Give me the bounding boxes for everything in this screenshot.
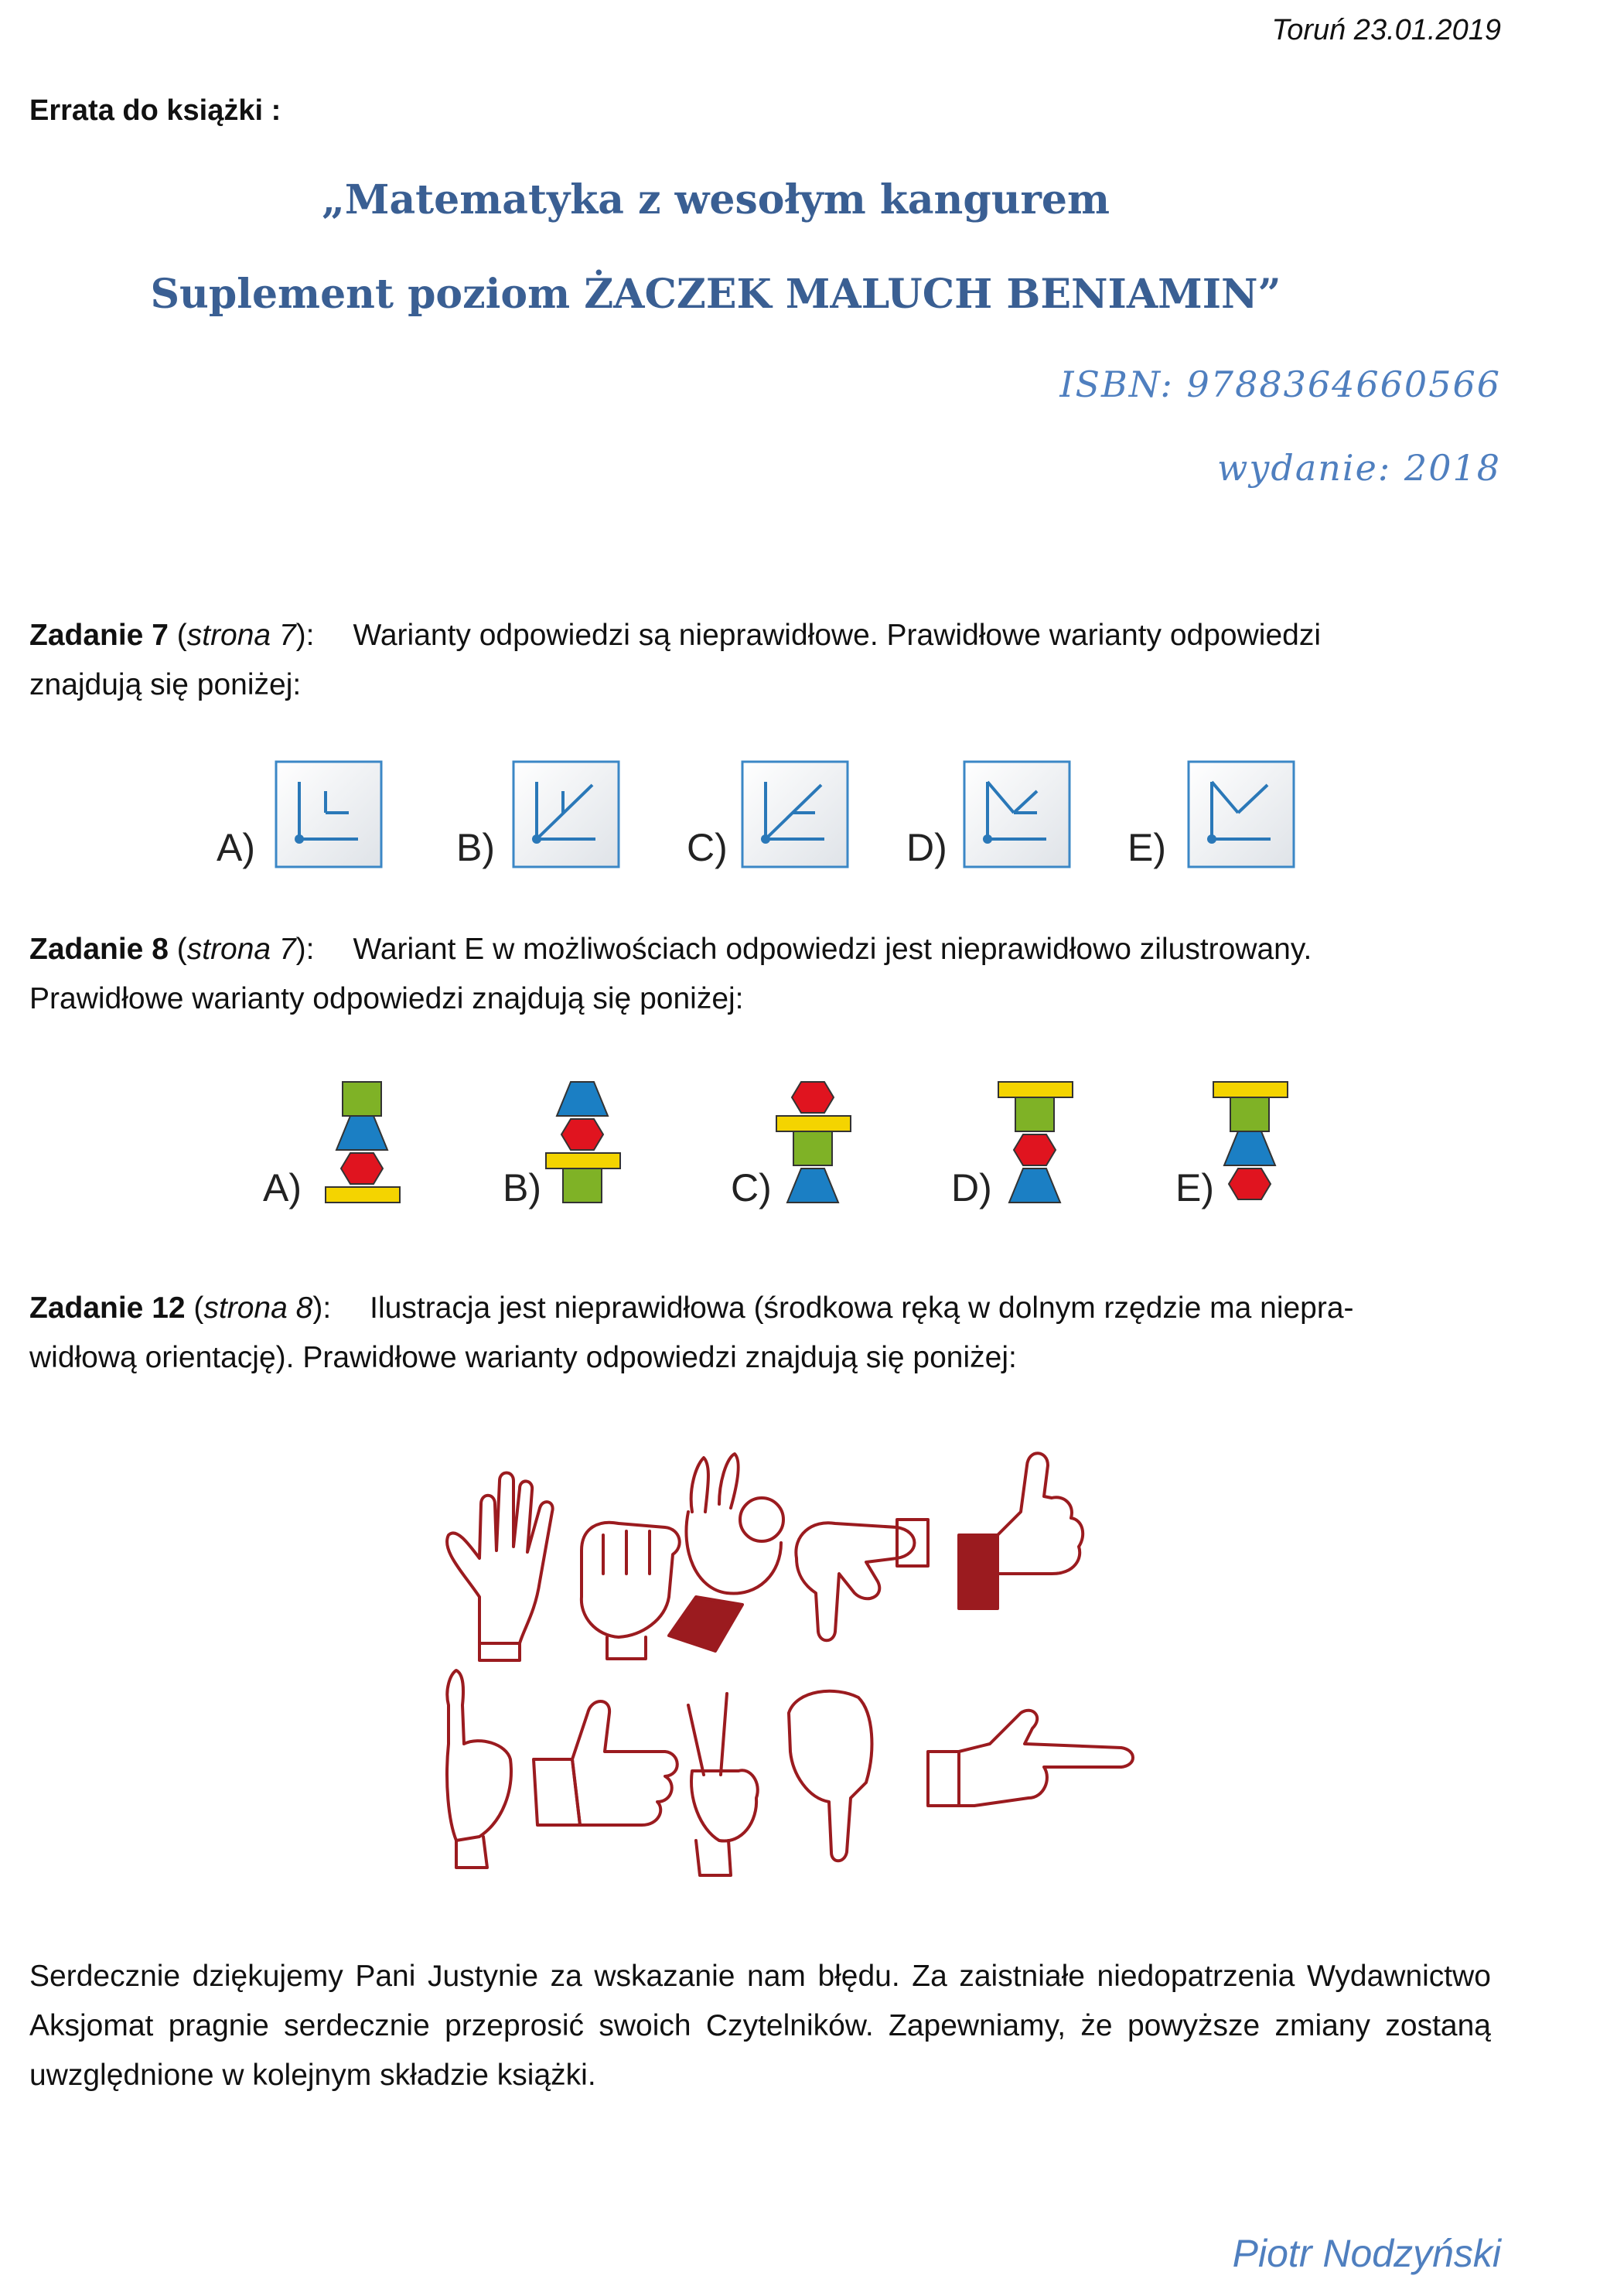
fist-hand-icon [582, 1523, 680, 1659]
task7-page-ref: strona 7 [186, 619, 296, 652]
task12-text-b: widłową orientację). Prawidłowe warianty odpowiedzi znajdują się poniżej: [29, 1341, 1017, 1374]
task7-figure-b [512, 760, 620, 868]
task8-paragraph: Zadanie 8 (strona 7): Wariant E w możliwościach odpowiedzi jest nieprawidłowo zilustrowany. Prawidłowe warianty odpowiedzi znajdują się poniżej: [29, 933, 1312, 1015]
task7-text-b: znajdują się poniżej: [29, 668, 302, 701]
task8-option-label: B) [503, 1166, 541, 1209]
task8-stack-a [321, 1079, 406, 1218]
pointing-right-hand-icon [928, 1711, 1133, 1806]
book-title-line1: „Matematyka z wesołym kangurem [321, 176, 1110, 223]
task7-figure-e [1187, 760, 1295, 868]
pointing-up-hand-icon [447, 1670, 511, 1868]
thumbs-down-hand-icon [796, 1520, 928, 1640]
book-title-line2: Suplement poziom ŻACZEK MALUCH BENIAMIN” [150, 271, 1281, 318]
task7-option-label: E) [1127, 826, 1166, 869]
task8-page-ref: strona 7 [186, 933, 296, 966]
task8-option-label: D) [951, 1166, 992, 1209]
task12-label: Zadanie 12 [29, 1291, 186, 1325]
edition: wydanie: 2018 [1217, 447, 1501, 489]
task8-options [0, 1079, 1617, 1226]
task7-options [0, 754, 1617, 885]
task7-paragraph: Zadanie 7 (strona 7): Warianty odpowiedzi są nieprawidłowe. Prawidłowe warianty odpowiedzi znajdują się poniżej: [29, 619, 1321, 701]
task12-paragraph: Zadanie 12 (strona 8): Ilustracja jest nieprawidłowa (środkowa ręką w dolnym rzędzie ma niepra- widłową orientację). Prawidłowe warianty odpowiedzi znajdują się poniżej: [29, 1291, 1354, 1374]
task8-text-a: Wariant E w możliwościach odpowiedzi jest nieprawidłowo zilustrowany. [353, 933, 1312, 966]
closing-paragraph: Serdecznie dziękujemy Pani Justynie za wskazanie nam błędu. Za zaistniałe niedopatrzenia Wydawnictwo Aksjomat pragnie serdecznie przeprosić swoich Czytelników. Zapewniamy, że powyższe zmiany zostaną uwzględnione w kolejnym składzie książki. [29, 1960, 1491, 2092]
hand-signs-illustration [433, 1419, 1175, 1883]
task8-stack-c [772, 1079, 857, 1218]
task8-text-b: Prawidłowe warianty odpowiedzi znajdują się poniżej: [29, 982, 744, 1015]
victory-hand-icon [688, 1694, 758, 1875]
errata-heading: Errata do książki : [29, 94, 281, 127]
task7-figure-a [275, 760, 383, 868]
task8-option-label: E) [1175, 1166, 1214, 1209]
task7-option-label: B) [456, 826, 495, 869]
task8-label: Zadanie 8 [29, 933, 169, 966]
task8-option-label: C) [731, 1166, 772, 1209]
task12-page-ref: strona 8 [203, 1291, 313, 1325]
task7-option-label: C) [687, 826, 728, 869]
thumbs-up-side-hand-icon [534, 1701, 677, 1825]
task8-stack-e [1209, 1079, 1294, 1218]
task8-stack-b [541, 1079, 626, 1218]
task7-option-label: A) [217, 826, 255, 869]
task12-text-a: Ilustracja jest nieprawidłowa (środkowa ręką w dolnym rzędzie ma niepra- [370, 1291, 1354, 1325]
task7-label: Zadanie 7 [29, 619, 169, 652]
task7-figure-c [741, 760, 849, 868]
open-palm-hand-icon [447, 1473, 553, 1661]
task8-stack-d [994, 1079, 1079, 1218]
pointing-down-hand-icon [789, 1691, 872, 1861]
task7-text-a: Warianty odpowiedzi są nieprawidłowe. Prawidłowe warianty odpowiedzi [353, 619, 1321, 652]
ok-hand-icon [669, 1454, 783, 1651]
thumbs-up-hand-icon [959, 1453, 1083, 1609]
signature: Piotr Nodzyński [1232, 2232, 1501, 2275]
task8-option-label: A) [263, 1166, 302, 1209]
document-date: Toruń 23.01.2019 [1271, 14, 1501, 46]
isbn: ISBN: 9788364660566 [1059, 363, 1501, 405]
task7-figure-d [963, 760, 1071, 868]
task7-option-label: D) [906, 826, 947, 869]
